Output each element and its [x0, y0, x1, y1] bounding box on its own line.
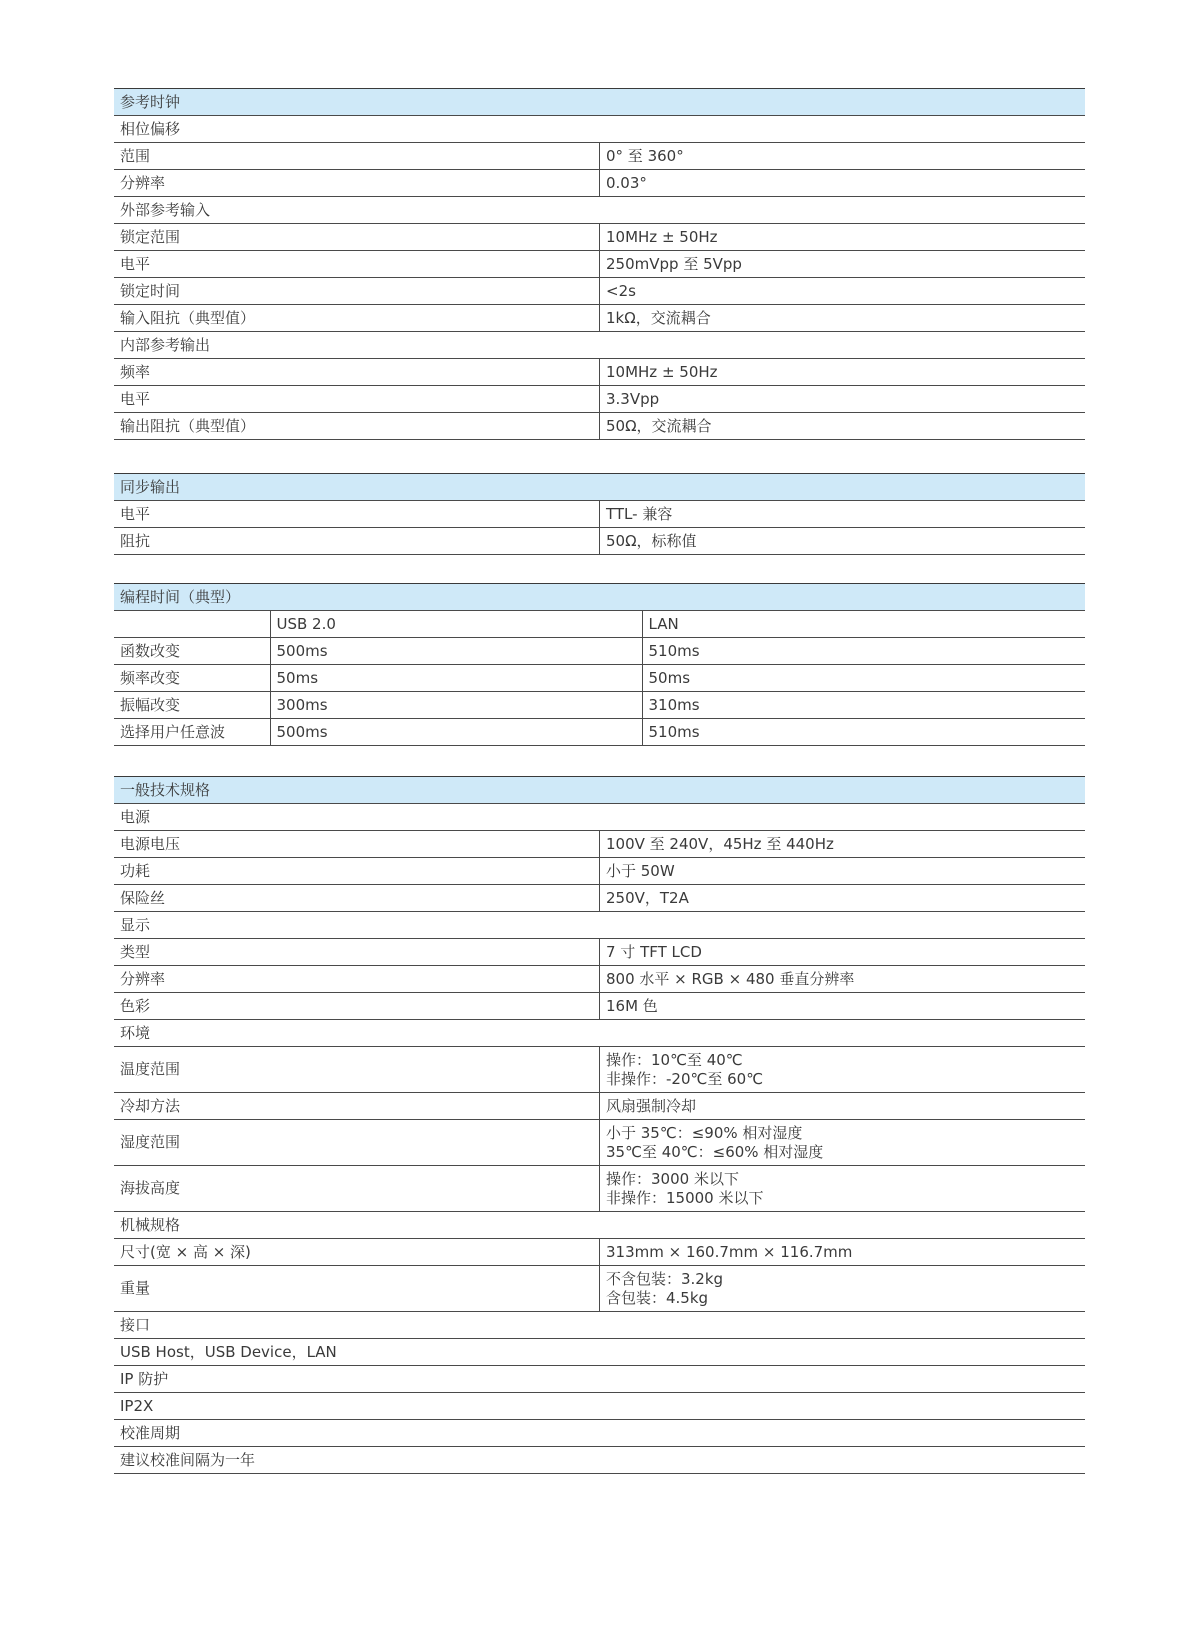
table-row: [114, 692, 1085, 719]
table-row: [114, 1239, 1085, 1266]
table-row: [114, 251, 1085, 278]
col-usb-header: USB 2.0: [270, 611, 642, 638]
power-heading: 电源: [114, 804, 1085, 831]
row-label: 色彩: [114, 993, 600, 1020]
row-label: 类型: [114, 939, 600, 966]
value-line: 不含包装：3.2kg: [606, 1269, 724, 1288]
ext-ref-in-heading: 外部参考输入: [114, 197, 1085, 224]
ip-value: IP2X: [114, 1393, 1085, 1420]
table-row: [114, 638, 1085, 665]
table-header-row: [114, 611, 1085, 638]
table-row: [114, 501, 1085, 528]
mechanical-heading: 机械规格: [114, 1212, 1085, 1239]
row-value: 1kΩ，交流耦合: [600, 305, 1086, 332]
calibration-heading: 校准周期: [114, 1420, 1085, 1447]
row-value: 0° 至 360°: [600, 143, 1086, 170]
row-lan-value: 510ms: [642, 719, 1085, 746]
table-row: [114, 966, 1085, 993]
row-value: [600, 1266, 1086, 1312]
row-value: 16M 色: [600, 993, 1086, 1020]
int-ref-out-heading: 内部参考输出: [114, 332, 1085, 359]
row-label: 电平: [114, 251, 600, 278]
table-row: [114, 170, 1085, 197]
general-title: 一般技术规格: [114, 777, 1085, 804]
value-line: 非操作：-20℃至 60℃: [606, 1069, 764, 1088]
row-label: 保险丝: [114, 885, 600, 912]
row-usb-value: 50ms: [270, 665, 642, 692]
table-row: [114, 885, 1085, 912]
row-value: [600, 1166, 1086, 1212]
row-label: 冷却方法: [114, 1093, 600, 1120]
row-label: 频率改变: [114, 665, 270, 692]
row-value: 10MHz ± 50Hz: [600, 224, 1086, 251]
table-row: [114, 1093, 1085, 1120]
row-lan-value: 510ms: [642, 638, 1085, 665]
value-line: 操作：3000 米以下: [606, 1169, 739, 1188]
row-label: 输出阻抗（典型值）: [114, 413, 600, 440]
row-label: 湿度范围: [114, 1120, 600, 1166]
row-usb-value: 500ms: [270, 719, 642, 746]
row-value: 0.03°: [600, 170, 1086, 197]
row-value: 250V，T2A: [600, 885, 1086, 912]
table-row: [114, 939, 1085, 966]
sync-out-table: [114, 473, 1085, 555]
row-value: 100V 至 240V，45Hz 至 440Hz: [600, 831, 1086, 858]
table-row: [114, 993, 1085, 1020]
row-label: 锁定范围: [114, 224, 600, 251]
row-value: 3.3Vpp: [600, 386, 1086, 413]
row-value: 800 水平 × RGB × 480 垂直分辨率: [600, 966, 1086, 993]
table-row: [114, 1120, 1085, 1166]
general-spec-table: [114, 776, 1085, 1474]
value-line: 操作：10℃至 40℃: [606, 1050, 743, 1069]
prog-time-title: 编程时间（典型）: [114, 584, 1085, 611]
row-lan-value: 50ms: [642, 665, 1085, 692]
row-usb-value: 500ms: [270, 638, 642, 665]
row-value: 小于 50W: [600, 858, 1086, 885]
row-label: 海拔高度: [114, 1166, 600, 1212]
table-row: [114, 305, 1085, 332]
row-label: 分辨率: [114, 170, 600, 197]
row-value: 250mVpp 至 5Vpp: [600, 251, 1086, 278]
row-label: 锁定时间: [114, 278, 600, 305]
table-row: [114, 413, 1085, 440]
row-label: 功耗: [114, 858, 600, 885]
row-label: 振幅改变: [114, 692, 270, 719]
row-label: 分辨率: [114, 966, 600, 993]
row-label: 选择用户任意波: [114, 719, 270, 746]
phase-offset-heading: 相位偏移: [114, 116, 1085, 143]
col-lan-header: LAN: [642, 611, 1085, 638]
row-value: [600, 1047, 1086, 1093]
ip-heading: IP 防护: [114, 1366, 1085, 1393]
row-label: 尺寸(宽 × 高 × 深): [114, 1239, 600, 1266]
table-row: [114, 528, 1085, 555]
row-value: TTL- 兼容: [600, 501, 1086, 528]
row-label: 范围: [114, 143, 600, 170]
row-label: 输入阻抗（典型值）: [114, 305, 600, 332]
row-label: 重量: [114, 1266, 600, 1312]
row-value: 10MHz ± 50Hz: [600, 359, 1086, 386]
table-row: [114, 1166, 1085, 1212]
environment-heading: 环境: [114, 1020, 1085, 1047]
ref-clock-title: 参考时钟: [114, 89, 1085, 116]
row-usb-value: 300ms: [270, 692, 642, 719]
display-heading: 显示: [114, 912, 1085, 939]
row-label: 电平: [114, 386, 600, 413]
row-value: 50Ω，交流耦合: [600, 413, 1086, 440]
row-label: 函数改变: [114, 638, 270, 665]
row-lan-value: 310ms: [642, 692, 1085, 719]
row-label: 电平: [114, 501, 600, 528]
row-value: 50Ω，标称值: [600, 528, 1086, 555]
table-row: [114, 143, 1085, 170]
row-value: <2s: [600, 278, 1086, 305]
row-value: 7 寸 TFT LCD: [600, 939, 1086, 966]
value-line: 小于 35℃：≤90% 相对湿度: [606, 1123, 803, 1142]
table-row: [114, 1266, 1085, 1312]
interface-value: USB Host，USB Device，LAN: [114, 1339, 1085, 1366]
table-row: [114, 359, 1085, 386]
row-label: 温度范围: [114, 1047, 600, 1093]
row-label: 电源电压: [114, 831, 600, 858]
table-row: [114, 386, 1085, 413]
ref-clock-table: [114, 88, 1085, 440]
row-label: 阻抗: [114, 528, 600, 555]
value-line: 35℃至 40℃：≤60% 相对湿度: [606, 1142, 824, 1161]
row-value: 313mm × 160.7mm × 116.7mm: [600, 1239, 1086, 1266]
table-row: [114, 719, 1085, 746]
sync-out-title: 同步输出: [114, 474, 1085, 501]
row-value: [600, 1120, 1086, 1166]
table-row: [114, 858, 1085, 885]
table-row: [114, 665, 1085, 692]
table-row: [114, 224, 1085, 251]
table-row: [114, 1047, 1085, 1093]
prog-time-table: [114, 583, 1085, 746]
value-line: 含包装：4.5kg: [606, 1288, 709, 1307]
value-line: 非操作：15000 米以下: [606, 1188, 764, 1207]
row-label: 频率: [114, 359, 600, 386]
table-row: [114, 831, 1085, 858]
empty-header-cell: [114, 611, 270, 638]
row-value: 风扇强制冷却: [600, 1093, 1086, 1120]
calibration-value: 建议校准间隔为一年: [114, 1447, 1085, 1474]
interface-heading: 接口: [114, 1312, 1085, 1339]
table-row: [114, 278, 1085, 305]
